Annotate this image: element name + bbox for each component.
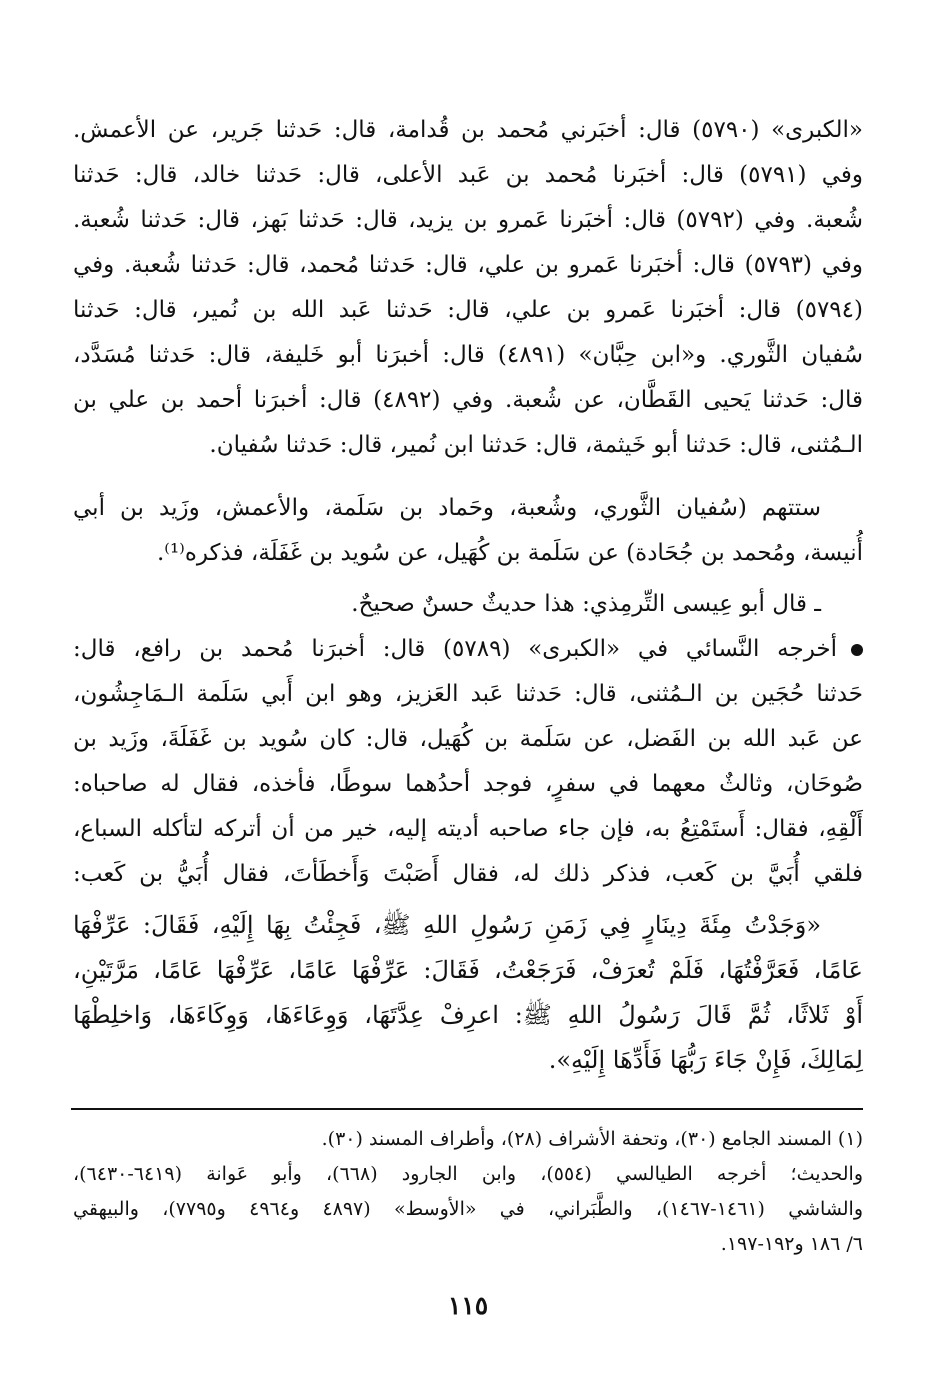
footnote-line: والشاشي (١٤٦١-١٤٦٧)، والطَّبَراني، في «الأوسط» (٤٨٩٧ و٤٩٦٤ و٧٧٩٥)، والبيهقي bbox=[73, 1198, 864, 1220]
text-line: قال: حَدثنا يَحيى القَطَّان، عن شُعبة. وفي (٤٨٩٢) قال: أخبرَنا أحمد بن علي بن bbox=[73, 387, 863, 413]
text-line: وفي (٥٧٩١) قال: أخبَرنا مُحمد بن عَبد الأعلى، قال: حَدثنا خالد، قال: حَدثنا bbox=[73, 162, 864, 188]
footnote-line: ٦/ ١٨٦ و١٩٢-١٩٧. bbox=[720, 1233, 863, 1255]
text-line: وفي (٥٧٩٣) قال: أخبَرنا عَمرو بن علي، قال: حَدثنا مُحمد، قال: حَدثنا شُعبة. وفي bbox=[73, 252, 863, 278]
text-line: سُفيان الثَّوري. و«ابن حِبَّان» (٤٨٩١) قال: أخبرَنا أبو خَليفة، قال: حَدثنا مُسَدَّد، bbox=[73, 342, 863, 368]
text-line: ـ قال أبو عِيسى التِّرمِذي: هذا حديثٌ حسنٌ صحيحٌ. bbox=[351, 591, 821, 617]
text-line: أَوْ ثَلاثًا، ثُمَّ قَالَ رَسُولُ اللهِ ﷺ: اعرِفْ عِدَّتَهَا، وَوِعَاءَهَا، وَوِكَاءَهَا، وَاخلِطْهَا bbox=[73, 1001, 863, 1029]
paragraph-narrators-summary bbox=[73, 486, 863, 576]
text-line: الـمُثنى، قال: حَدثنا أبو خَيثمة، قال: حَدثنا ابن نُمير، قال: حَدثنا سُفيان. bbox=[209, 432, 863, 458]
text-line: (٥٧٩٤) قال: أخبَرنا عَمرو بن علي، قال: حَدثنا عَبد الله بن نُمير، قال: حَدثنا bbox=[73, 297, 863, 323]
hadith-quote bbox=[73, 903, 863, 1083]
text-line-content: أخرجه النَّسائي في «الكبرى» (٥٧٨٩) قال: أخبرَنا مُحمد بن رافع، قال: bbox=[73, 636, 838, 662]
text-line: «الكبرى» (٥٧٩٠) قال: أخبَرني مُحمد بن قُدامة، قال: حَدثنا جَرير، عن الأعمش. bbox=[73, 117, 863, 143]
text-line: صُوحَان، وثالثٌ معهما في سفرٍ، فوجد أحدُهما سوطًا، فأخذه، فقال له صاحباه: bbox=[73, 771, 863, 797]
text-line: أَلْقِهِ، فقال: أَستَمْتِعُ به، فإن جاء صاحبه أديته إليه، خير من أن أتركه لتأكله السباع، bbox=[73, 816, 863, 842]
footnote-line: (١) المسند الجامع (٣٠)، وتحفة الأشراف (٢٨)، وأطراف المسند (٣٠). bbox=[321, 1128, 863, 1150]
text-line: أُنيسة، ومُحمد بن جُحَادة) عن سَلَمة بن كُهَيل، عن سُويد بن غَفَلَة، فذكره⁽¹⁾. bbox=[156, 540, 863, 566]
text-line: «وَجَدْتُ مِئَةَ دِينَارٍ فِي زَمَنِ رَسُولِ اللهِ ﷺ، فَجِئْتُ بِهَا إِلَيْهِ، فَقَالَ: عَرِّفْهَا bbox=[73, 911, 821, 939]
text-line: فلقي أُبَيَّ بن كَعب، فذكر ذلك له، فقال أَصَبْتَ وَأَخطَأتَ، فقال أُبَيُّ بن كَعب: bbox=[73, 861, 863, 887]
text-line: شُعبة. وفي (٥٧٩٢) قال: أخبَرنا عَمرو بن يزيد، قال: حَدثنا بَهز، قال: حَدثنا شُعبة. bbox=[73, 207, 863, 233]
text-line: حَدثنا حُجَين بن الـمُثنى، قال: حَدثنا عَبد العَزيز، وهو ابن أَبي سَلَمة الـمَاجِشُون، bbox=[73, 681, 863, 707]
bullet-icon bbox=[851, 644, 863, 656]
paragraph-isnad-chains bbox=[73, 108, 863, 468]
page-number: ١١٥ bbox=[447, 1291, 489, 1320]
text-line bbox=[73, 627, 863, 672]
text-line: عَامًا، فَعَرَّفْتُهَا، فَلَمْ تُعرَفْ، فَرَجَعْتُ، فَقَالَ: عَرِّفْهَا عَامًا، عَرِّفْهَا عَامًا، مَرَّتَيْنِ، bbox=[73, 956, 863, 984]
footnote-line: والحديث؛ أخرجه الطيالسي (٥٥٤)، وابن الجارود (٦٦٨)، وأبو عَوانة (٦٤١٩-٦٤٣٠)، bbox=[73, 1163, 863, 1185]
text-line: ستتهم (سُفيان الثَّوري، وشُعبة، وحَماد بن سَلَمة، والأعمش، وزَيد بن أبي bbox=[73, 495, 821, 521]
text-line: عن عَبد الله بن الفَضل، عن سَلَمة بن كُهَيل، قال: كان سُويد بن غَفَلَةَ، وزَيد بن bbox=[73, 726, 863, 752]
text-line: لِمَالِكَ، فَإِنْ جَاءَ رَبُّهَا فَأَدِّهَا إِلَيْهِ». bbox=[548, 1046, 863, 1074]
footnote-divider bbox=[71, 1108, 863, 1110]
footnotes bbox=[73, 1122, 863, 1262]
paragraph-tirmidhi-grading bbox=[73, 582, 863, 627]
paragraph-nasai-narration bbox=[73, 627, 863, 897]
